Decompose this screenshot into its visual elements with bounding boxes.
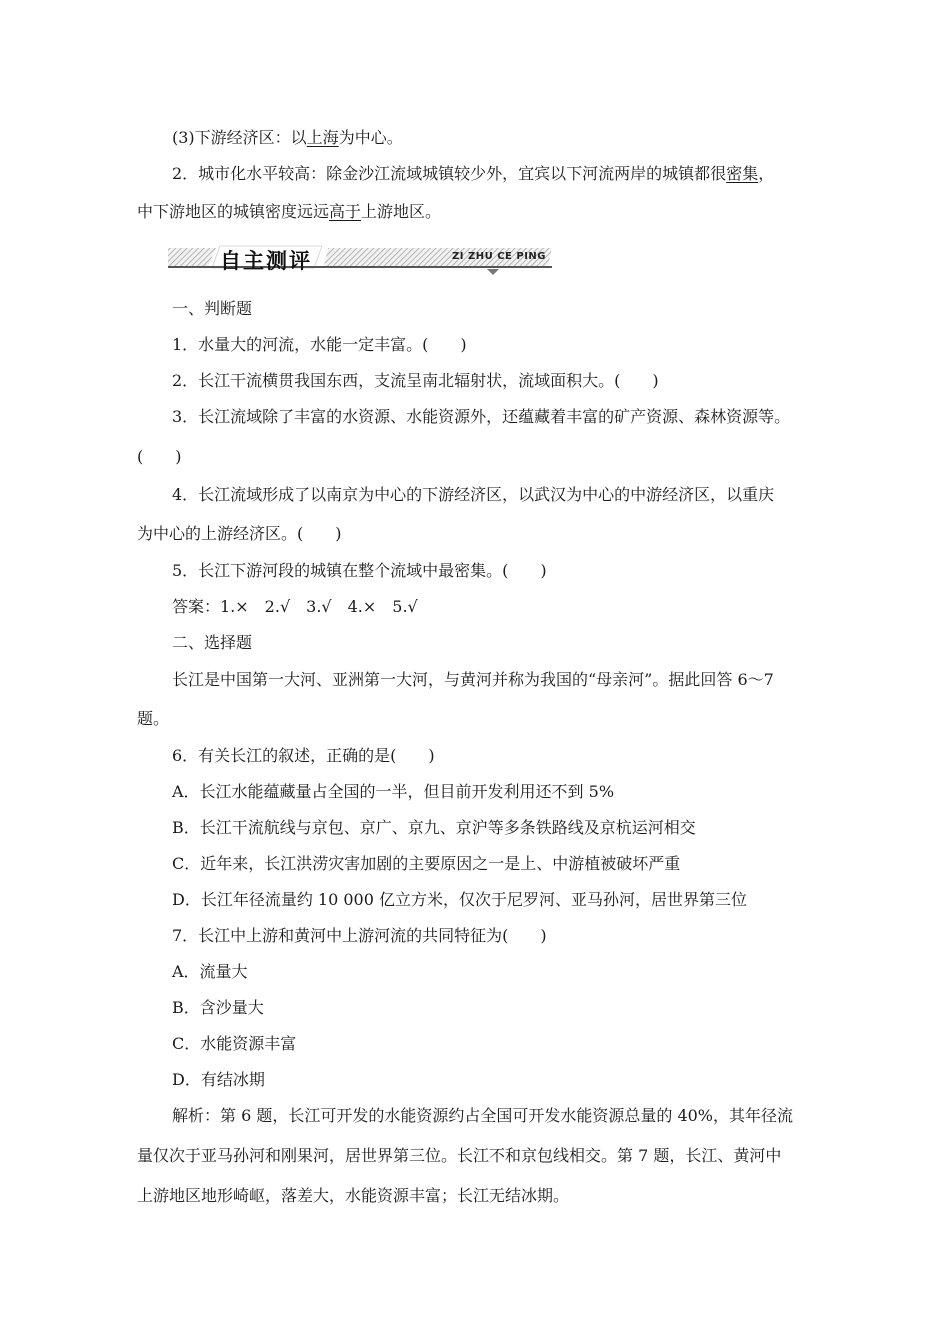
question-6-option-c: C．近年来，长江洪涝灾害加剧的主要原因之一是上、中游植被破坏严重 <box>172 854 681 873</box>
intro-line-3-underline: 高于 <box>329 202 362 221</box>
question-4-line-1: 4．长江流域形成了以南京为中心的下游经济区，以武汉为中心的中游经济区，以重庆 <box>172 485 775 504</box>
question-3-line-1: 3．长江流域除了丰富的水资源、水能资源外，还蕴藏着丰富的矿产资源、森林资源等。 <box>172 407 791 426</box>
question-2: 2．长江干流横贯我国东西，支流呈南北辐射状，流域面积大。( ) <box>172 371 659 390</box>
intro-line-1 <box>172 128 403 148</box>
question-3-line-2: ( ) <box>137 447 182 466</box>
passage-line-2: 题。 <box>137 709 170 728</box>
question-6: 6．有关长江的叙述，正确的是( ) <box>172 746 435 765</box>
question-7-option-d: D．有结冰期 <box>172 1070 265 1089</box>
banner-subtitle: ZI ZHU CE PING <box>452 251 546 262</box>
question-5: 5．长江下游河段的城镇在整个流域中最密集。( ) <box>172 561 547 580</box>
question-1: 1．水量大的河流，水能一定丰富。( ) <box>172 335 467 354</box>
intro-line-3 <box>137 202 441 222</box>
intro-line-2 <box>172 164 774 184</box>
question-7: 7．长江中上游和黄河中上游河流的共同特征为( ) <box>172 926 547 945</box>
explanation-line-3: 上游地区地形崎岖，落差大，水能资源丰富；长江无结冰期。 <box>137 1186 570 1205</box>
intro-line-3-post: 上游地区。 <box>361 202 442 221</box>
question-7-option-b: B．含沙量大 <box>172 998 264 1017</box>
intro-line-1-post: 为中心。 <box>338 128 403 147</box>
section2-heading: 二、选择题 <box>172 633 253 652</box>
banner-title: 自主测评 <box>220 249 312 273</box>
explanation-line-1: 解析：第 6 题，长江可开发的水能资源约占全国可开发水能资源总量的 40%，其年径流 <box>172 1106 794 1125</box>
question-6-option-b: B．长江干流航线与京包、京广、京九、京沪等多条铁路线及京杭运河相交 <box>172 818 696 837</box>
passage-line-1: 长江是中国第一大河、亚洲第一大河，与黄河并称为我国的“母亲河”。据此回答 6～7 <box>172 670 774 689</box>
question-4-line-2: 为中心的上游经济区。( ) <box>137 524 342 543</box>
section1-heading: 一、判断题 <box>172 299 253 318</box>
section-banner <box>168 244 552 276</box>
question-7-option-a: A．流量大 <box>172 962 248 981</box>
intro-line-1-underline: 上海 <box>306 128 339 147</box>
question-6-option-d: D．长江年径流量约 10 000 亿立方米，仅次于尼罗河、亚马孙河，居世界第三位 <box>172 890 747 909</box>
intro-line-1-pre: (3)下游经济区：以 <box>172 128 307 147</box>
intro-line-2-pre: 2．城市化水平较高：除金沙江流域城镇较少外，宜宾以下河流两岸的城镇都很 <box>172 164 727 183</box>
question-6-option-a: A．长江水能蕴藏量占全国的一半，但目前开发利用还不到 5% <box>172 782 615 801</box>
intro-line-2-post: ， <box>758 164 775 183</box>
answer-line: 答案：1.× 2.√ 3.√ 4.× 5.√ <box>172 597 418 616</box>
question-7-option-c: C．水能资源丰富 <box>172 1034 297 1053</box>
intro-line-3-pre: 中下游地区的城镇密度远远 <box>137 202 330 221</box>
intro-line-2-underline: 密集 <box>726 164 759 183</box>
explanation-line-2: 量仅次于亚马孙河和刚果河，居世界第三位。长江不和京包线相交。第 7 题，长江、黄河中 <box>137 1146 782 1165</box>
